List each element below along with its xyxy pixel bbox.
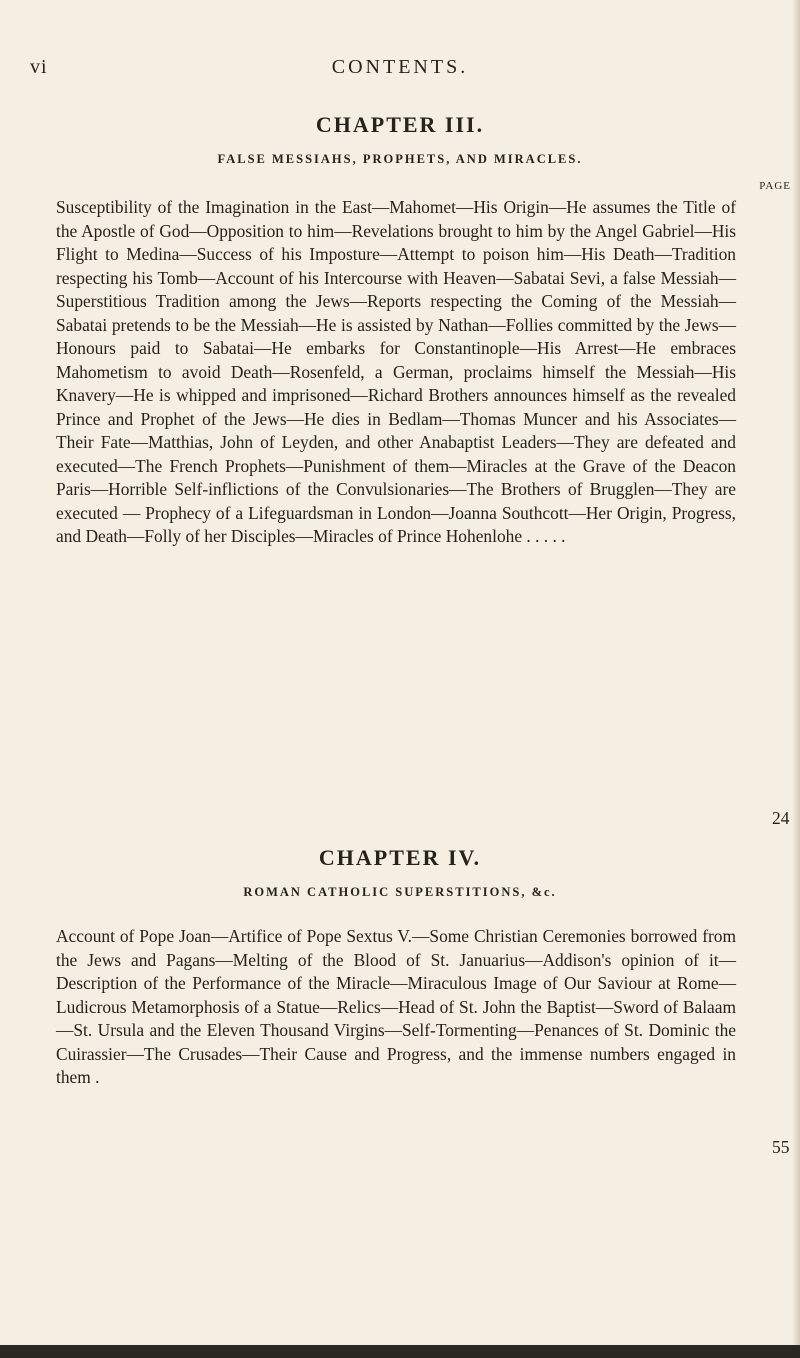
page-number: 55	[772, 1137, 790, 1157]
folio-number: vi	[30, 56, 48, 78]
page-bottom-edge	[0, 1345, 800, 1358]
chapter-title: CHAPTER IV.	[318, 845, 482, 870]
page-number: 24	[772, 808, 790, 828]
chapter-summary: Account of Pope Joan—Artifice of Pope Sextus V.—Some Christian Ceremonies borrowed from the Jews and Pagans—Melting of the Blood of St. Januarius—Addison's opinion of it—Description of the Performance of the Miracle—Miraculous Image of Our Saviour at Rome—Ludicrous Metamorphosis of a Statue—Relics—Head of St. John the Baptist—Sword of Balaam—St. Ursula and the Eleven Thousand Virgins—Self-Tormenting—Penances of St. Dominic the Cuirassier—The Crusades—Their Cause and Progress, and the immense numbers engaged in them .	[56, 926, 736, 1087]
page-edge-shadow	[792, 0, 800, 1358]
chapter-subtitle: ROMAN CATHOLIC SUPERSTITIONS, &c.	[243, 885, 557, 899]
chapter-title: CHAPTER III.	[315, 112, 485, 137]
chapter-subtitle: FALSE MESSIAHS, PROPHETS, AND MIRACLES.	[217, 152, 583, 166]
chapter-summary: Susceptibility of the Imagination in the East—Mahomet—His Origin—He assumes the Title of the Apostle of God—Opposition to him—Revelations brought to him by the Angel Gabriel—His Flight to Medina—Success of his Imposture—Attempt to poison him—His Death—Tradition respecting his Tomb—Account of his Intercourse with Heaven—Sabatai Sevi, a false Messiah—Superstitious Tradition among the Jews—Reports respecting the Coming of the Messiah—Sabatai pretends to be the Messiah—He is assisted by Nathan—Follies committed by the Jews—Honours paid to Sabatai—He embarks for Constantinople—His Arrest—He embraces Mahometism to avoid Death—Rosenfeld, a German, proclaims himself the Messiah—His Knavery—He is whipped and imprisoned—Richard Brothers announces himself as the revealed Prince and Prophet of the Jews—He dies in Bedlam—Thomas Muncer and his Associates—Their Fate—Matthias, John of Leyden, and other Anabaptist Leaders—They are defeated and executed—The French Prophets—Punishment of them—Miracles at the Grave of the Deacon Paris—Horrible Self-inflictions of the Convulsionaries—The Brothers of Brugglen—They are executed — Prophecy of a Lifeguardsman in London—Joanna Southcott—Her Origin, Progress, and Death—Folly of her Disciples—Miracles of Prince Hohenlohe . . . . .	[56, 197, 736, 546]
chapter-iv	[0, 845, 800, 1157]
chapter-iii	[0, 112, 800, 828]
page-column-label: PAGE	[759, 180, 791, 192]
running-head	[0, 56, 800, 86]
running-title: CONTENTS.	[331, 56, 469, 78]
